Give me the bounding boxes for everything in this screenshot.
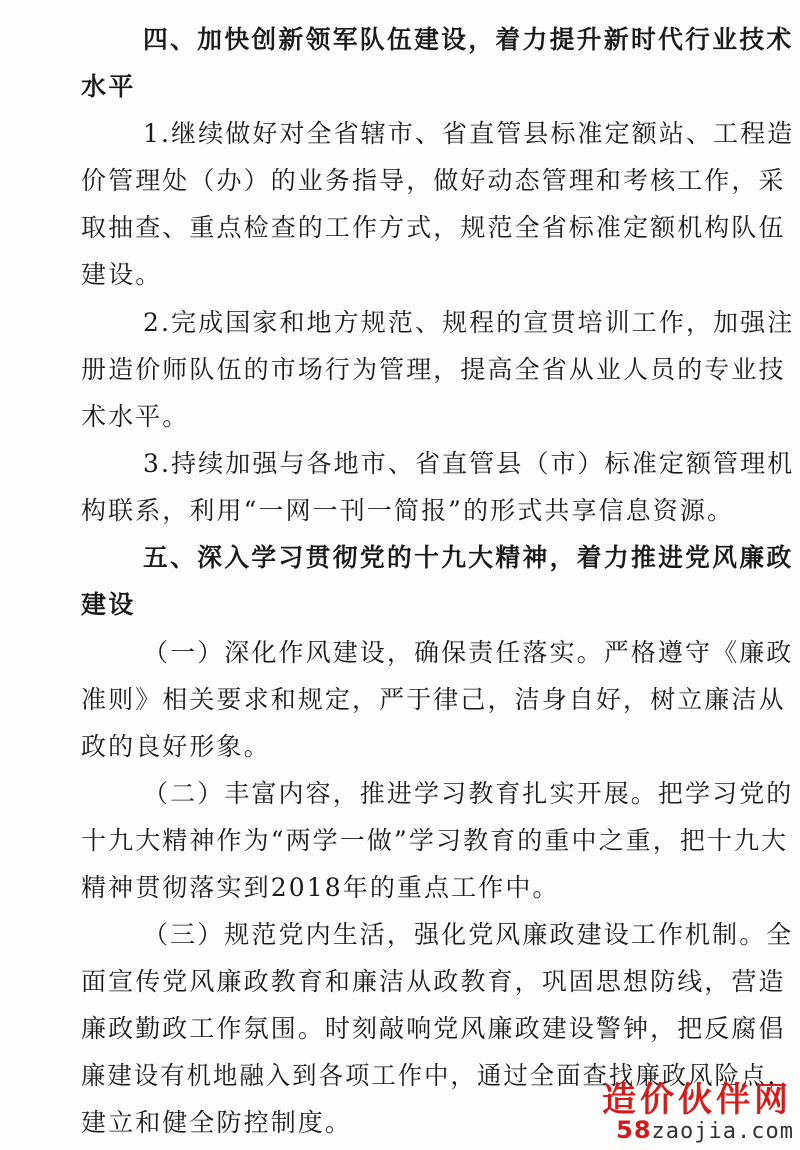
paragraph-line: 十九大精神作为“两学一做”学习教育的重中之重，把十九大 [81,826,789,855]
site-watermark [602,1070,800,1150]
paragraph-line: 政的良好形象。 [81,732,271,761]
paragraph-line: 廉建设有机地融入到各项工作中，通过全面查找廉政风险点， [81,1061,794,1090]
paragraph-line: 构联系，利用“一网一刊一简报”的形式共享信息资源。 [81,496,735,525]
paragraph-line: 建设。 [81,260,163,289]
paragraph-line: 准则》相关要求和规定，严于律己，洁身自好，树立廉洁从 [81,685,786,714]
paragraph-line: （三）规范党内生活，强化党风廉政建设工作机制。全 [143,920,794,949]
paragraph-line: 廉政勤政工作氛围。时刻敲响党风廉政建设警钟，把反腐倡 [81,1014,786,1043]
paragraph-line: 3.持续加强与各地市、省直管县（市）标准定额管理机 [143,449,795,478]
paragraph-line: 取抽查、重点检查的工作方式，规范全省标准定额机构队伍 [81,213,786,242]
watermark-url [616,1116,794,1144]
paragraph-line: 术水平。 [81,402,190,431]
section-heading-line: 五、深入学习贯彻党的十九大精神，着力推进党风廉政 [143,543,794,572]
paragraph-line: 册造价师队伍的市场行为管理，提高全省从业人员的专业技 [81,355,786,384]
section-heading-line: 四、加快创新领军队伍建设，着力提升新时代行业技术 [143,25,794,54]
paragraph-line: （二）丰富内容，推进学习教育扎实开展。把学习党的 [143,779,794,808]
watermark-url-domain: zaojia.com [651,1119,794,1144]
watermark-url-number: 58 [616,1116,652,1144]
paragraph-line: 1.继续做好对全省辖市、省直管县标准定额站、工程造 [143,119,795,148]
paragraph-line: 价管理处（办）的业务指导，做好动态管理和考核工作，采 [81,166,786,195]
paragraph-line: 2.完成国家和地方规范、规程的宣贯培训工作，加强注 [143,308,795,337]
watermark-site-name: 造价伙伴网 [602,1080,792,1120]
paragraph-line: （一）深化作风建设，确保责任落实。严格遵守《廉政 [143,638,794,667]
section-heading-line: 水平 [81,72,136,101]
paragraph-line: 精神贯彻落实到2018年的重点工作中。 [81,873,560,902]
section-heading-line: 建设 [81,590,136,619]
paragraph-line: 面宣传党风廉政教育和廉洁从政教育，巩固思想防线，营造 [81,967,786,996]
paragraph-line: 建立和健全防控制度。 [81,1108,353,1137]
